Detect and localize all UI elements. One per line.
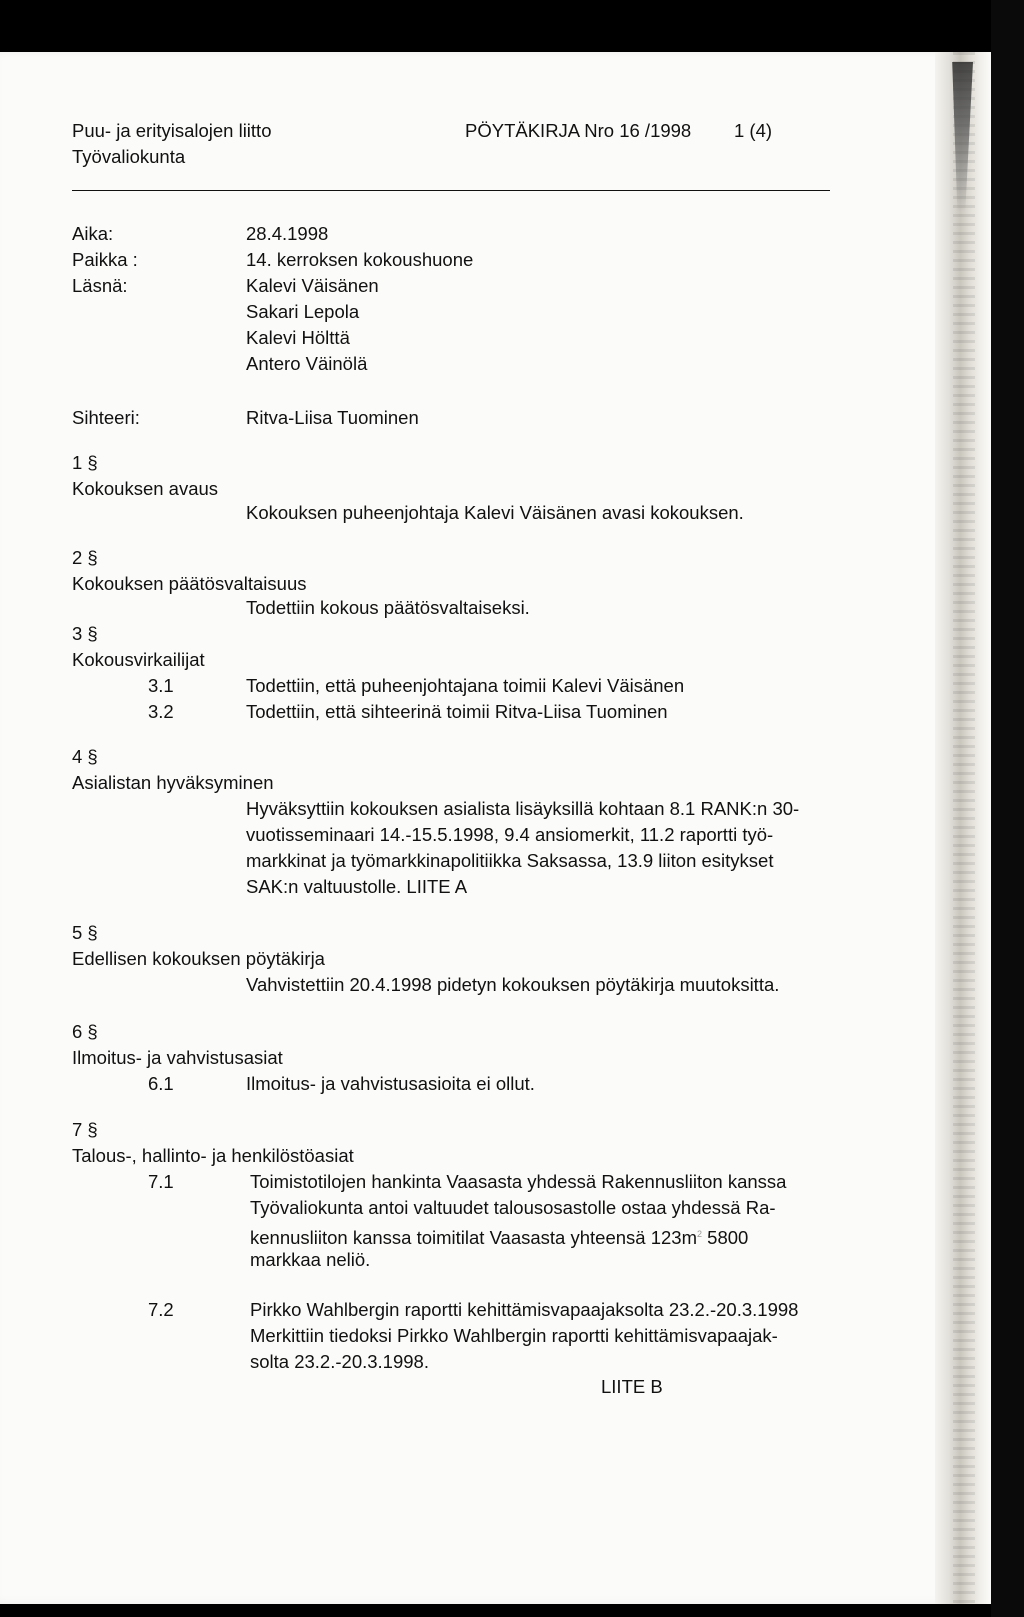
attendee: Sakari Lepola (246, 301, 360, 322)
section-title: Talous-, hallinto- ja henkilöstöasiat (72, 1145, 354, 1166)
page-binding-edge (935, 52, 991, 1604)
section-title: Kokouksen avaus (72, 478, 219, 499)
section-number: 5 § (72, 922, 98, 943)
org-name: Puu- ja erityisalojen liitto (72, 120, 272, 141)
item-text-line: solta 23.2.-20.3.1998. (250, 1351, 429, 1372)
section-title: Ilmoitus- ja vahvistusasiat (72, 1047, 283, 1068)
section-number: 6 § (72, 1021, 98, 1042)
item-number: 3.1 (148, 675, 174, 696)
section-title: Kokousvirkailijat (72, 649, 205, 670)
document-title: PÖYTÄKIRJA Nro 16 /1998 (465, 120, 692, 141)
sihteeri-label: Sihteeri: (72, 407, 140, 428)
lasna-label: Läsnä: (72, 275, 128, 296)
item-text-segment: kennusliiton kanssa toimitilat Vaasasta yhteensä 123m (250, 1227, 697, 1249)
item-text-line: markkaa neliö. (250, 1249, 371, 1270)
aika-value: 28.4.1998 (246, 223, 329, 244)
section-title: Asialistan hyväksyminen (72, 772, 274, 793)
superscript: 2 (697, 1229, 703, 1239)
attachment-label: LIITE B (601, 1376, 663, 1397)
section-text-line: SAK:n valtuustolle. LIITE A (246, 876, 468, 897)
section-number: 1 § (72, 452, 98, 473)
section-number: 7 § (72, 1119, 98, 1140)
item-text-line: Merkittiin tiedoksi Pirkko Wahlbergin raportti kehittämisvapaajak- (250, 1325, 778, 1346)
department-name: Työvaliokunta (72, 146, 186, 167)
section-title: Edellisen kokouksen pöytäkirja (72, 948, 325, 969)
attendee: Kalevi Hölttä (246, 327, 350, 348)
section-number: 2 § (72, 547, 98, 568)
item-number: 6.1 (148, 1073, 174, 1094)
paikka-label: Paikka : (72, 249, 138, 270)
item-text-line: Pirkko Wahlbergin raportti kehittämisvapaajaksolta 23.2.-20.3.1998 (250, 1299, 799, 1320)
section-text: Todettiin kokous päätösvaltaiseksi. (246, 597, 530, 618)
paikka-value: 14. kerroksen kokoushuone (246, 249, 474, 270)
item-number: 3.2 (148, 701, 174, 722)
section-text: Kokouksen puheenjohtaja Kalevi Väisänen avasi kokouksen. (246, 502, 744, 523)
aika-label: Aika: (72, 223, 114, 244)
item-text: Ilmoitus- ja vahvistusasioita ei ollut. (246, 1073, 535, 1094)
item-text-line: Toimistotilojen hankinta Vaasasta yhdessä Rakennusliiton kanssa (250, 1171, 787, 1192)
section-text: Vahvistettiin 20.4.1998 pidetyn kokouksen pöytäkirja muutoksitta. (246, 974, 780, 995)
section-text-line: Hyväksyttiin kokouksen asialista lisäyksillä kohtaan 8.1 RANK:n 30- (246, 798, 800, 819)
item-text-line: Työvaliokunta antoi valtuudet talousosastolle ostaa yhdessä Ra- (250, 1197, 776, 1218)
section-number: 4 § (72, 746, 98, 767)
section-number: 3 § (72, 623, 98, 644)
header-divider (72, 190, 830, 191)
section-text-line: markkinat ja työmarkkinapolitiikka Saksassa, 13.9 liiton esitykset (246, 850, 774, 871)
item-text: Todettiin, että sihteerinä toimii Ritva-Liisa Tuominen (246, 701, 668, 722)
attendee: Kalevi Väisänen (246, 275, 379, 296)
section-title: Kokouksen päätösvaltaisuus (72, 573, 307, 594)
page-number: 1 (4) (734, 120, 773, 141)
sihteeri-value: Ritva-Liisa Tuominen (246, 407, 419, 428)
item-text-line-with-unit (250, 1222, 748, 1250)
scan-border (991, 0, 1024, 1617)
item-text-segment: 5800 (707, 1227, 749, 1249)
attendee: Antero Väinölä (246, 353, 368, 374)
item-text: Todettiin, että puheenjohtajana toimii Kalevi Väisänen (246, 675, 685, 696)
item-number: 7.2 (148, 1299, 174, 1320)
section-text-line: vuotisseminaari 14.-15.5.1998, 9.4 ansiomerkit, 11.2 raportti työ- (246, 824, 774, 845)
item-number: 7.1 (148, 1171, 174, 1192)
